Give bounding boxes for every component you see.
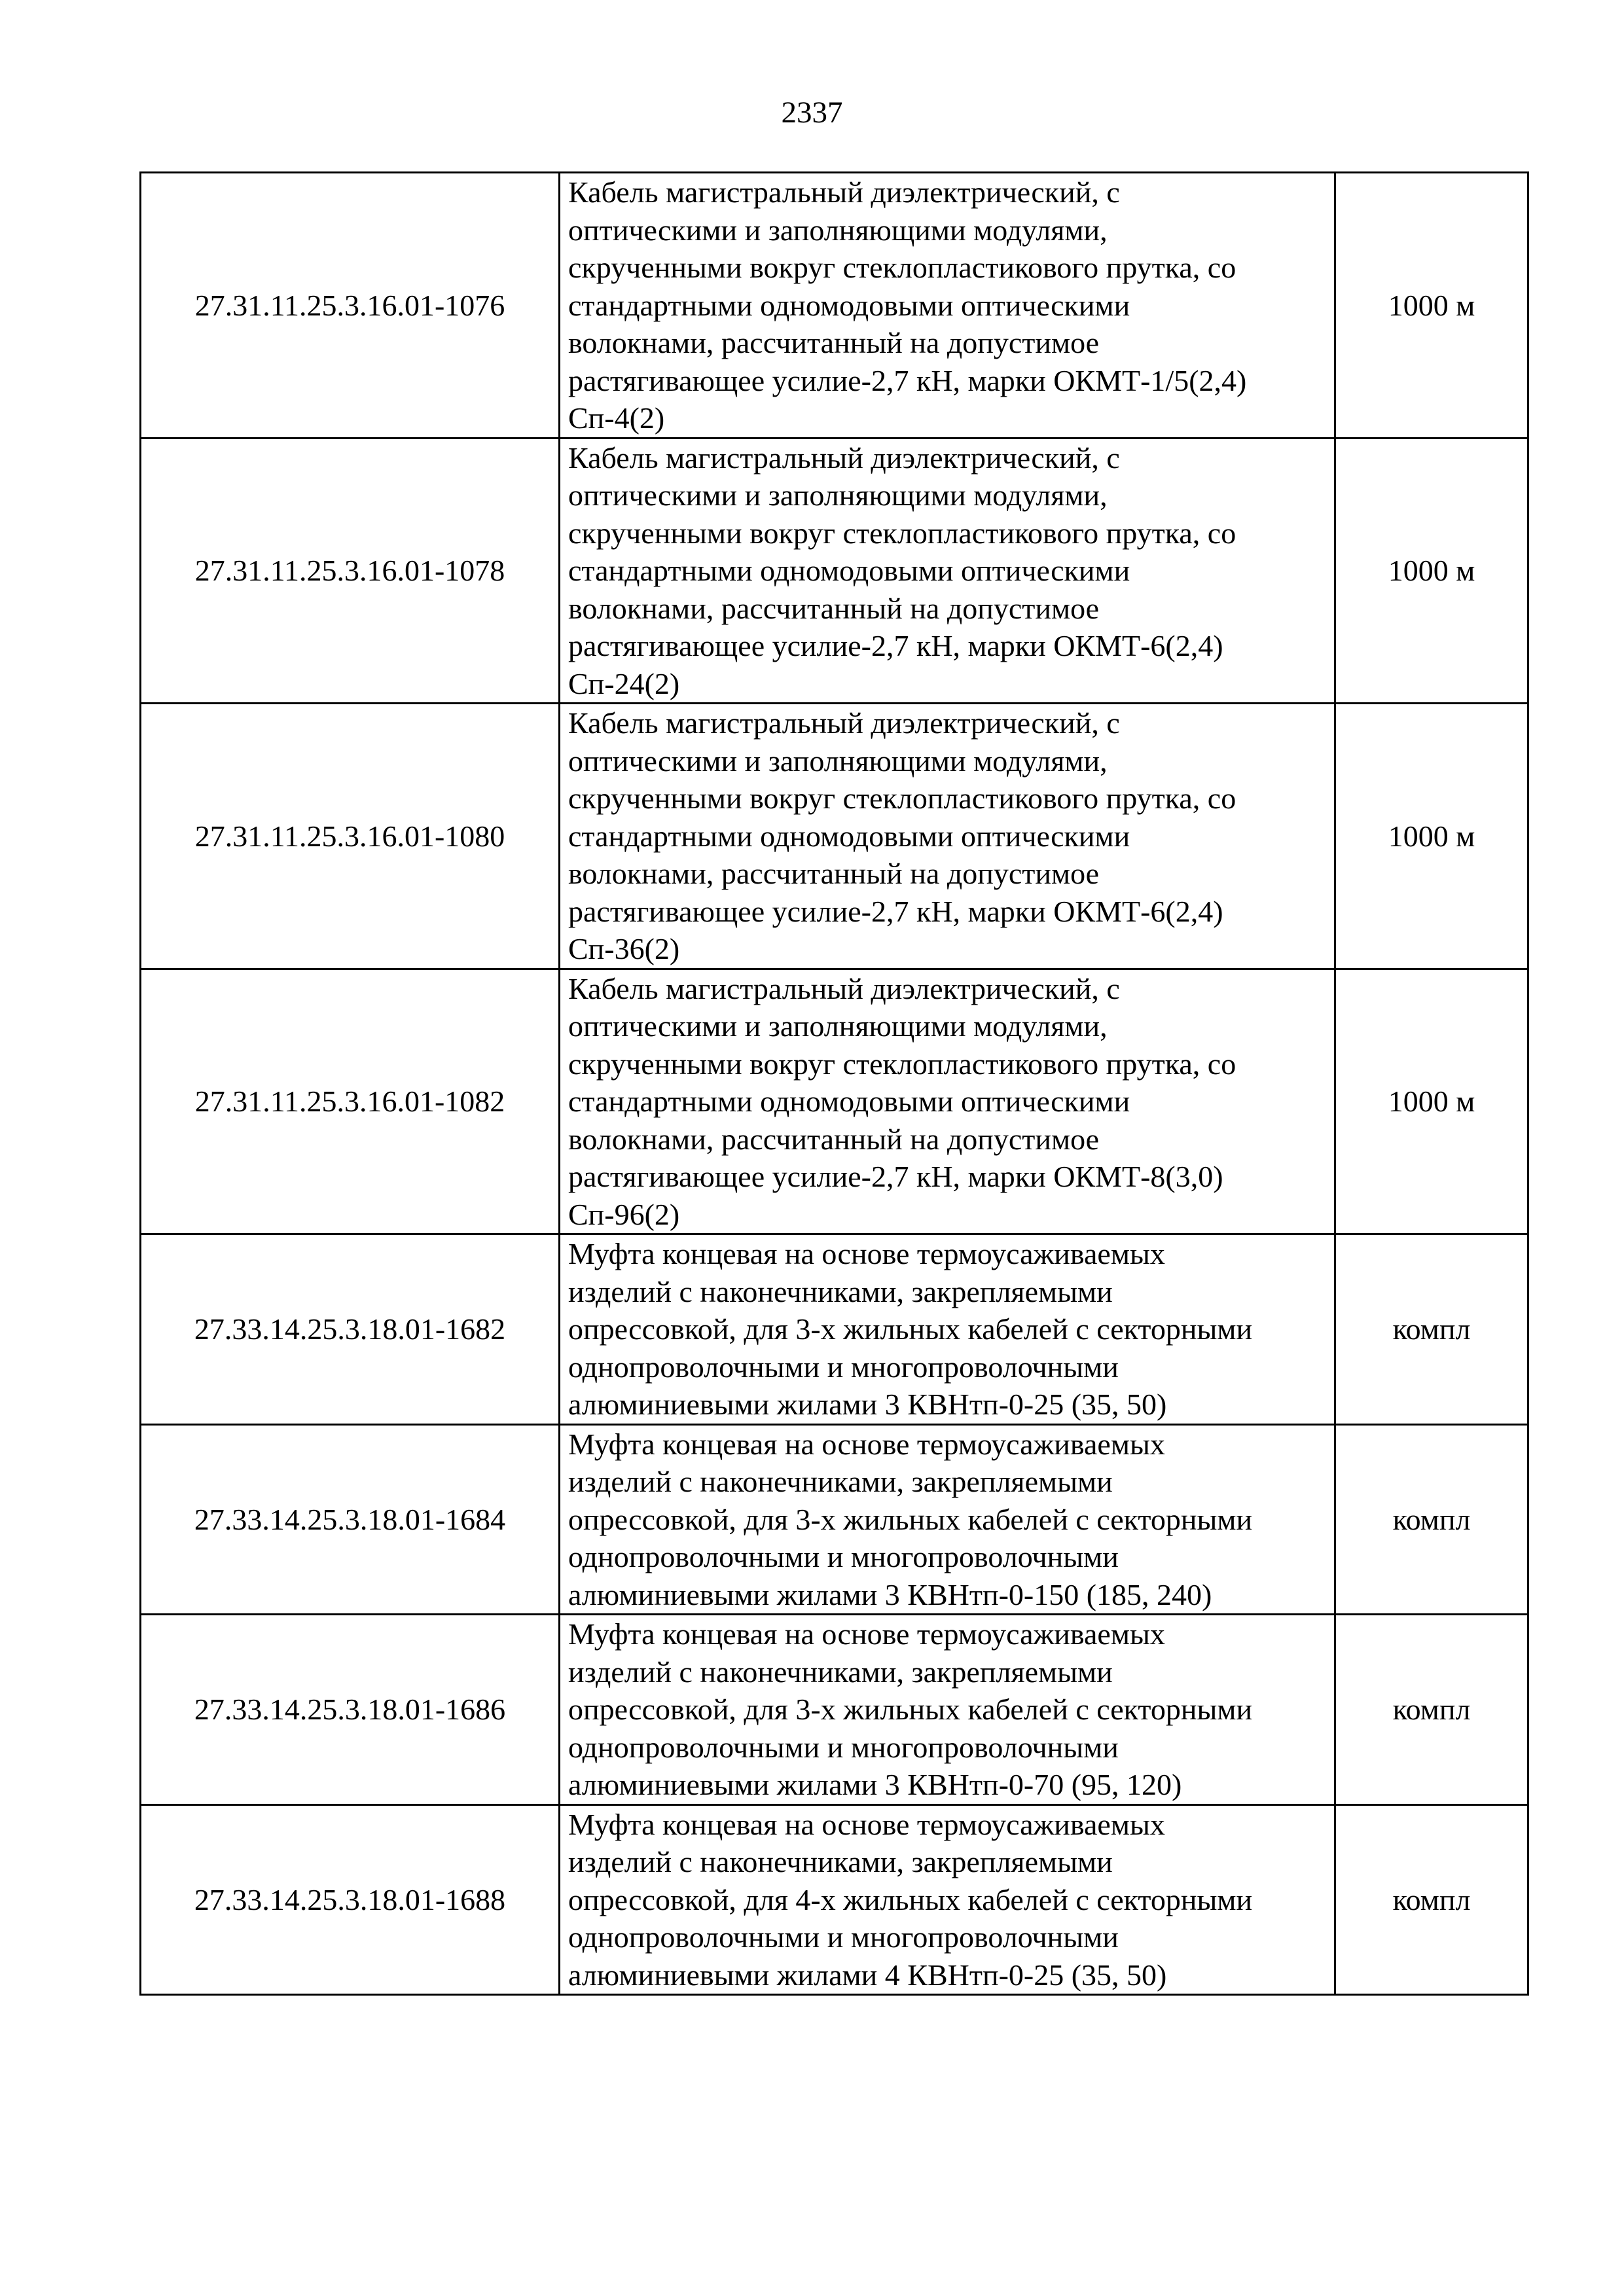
resource-unit: компл — [1335, 1234, 1528, 1425]
resource-description-text: Муфта концевая на основе термоусаживаемых изделий с наконечниками, закрепляемыми опрессовкой, для 4-х жильных кабелей с секторными однопроволочными и многопроволочными алюминиевыми жилами 4 КВНтп-0-25 (35, 50) — [568, 1807, 1253, 1992]
resource-description — [560, 1804, 1335, 1995]
table-row — [141, 1424, 1528, 1615]
table-row — [141, 438, 1528, 704]
resource-unit: 1000 м — [1335, 438, 1528, 704]
resource-description-text: Муфта концевая на основе термоусаживаемых изделий с наконечниками, закрепляемыми опрессовкой, для 3-х жильных кабелей с секторными однопроволочными и многопроволочными алюминиевыми жилами 3 КВНтп-0-150 (185, 240) — [568, 1427, 1253, 1611]
resource-unit: компл — [1335, 1615, 1528, 1805]
resource-description — [560, 1234, 1335, 1425]
table-row — [141, 704, 1528, 969]
resource-description — [560, 969, 1335, 1234]
resource-description — [560, 1615, 1335, 1805]
resource-description-text: Муфта концевая на основе термоусаживаемых изделий с наконечниками, закрепляемыми опрессовкой, для 3-х жильных кабелей с секторными однопроволочными и многопроволочными алюминиевыми жилами 3 КВНтп-0-70 (95, 120) — [568, 1617, 1253, 1801]
resource-code: 27.31.11.25.3.16.01-1076 — [141, 173, 560, 439]
table-row — [141, 173, 1528, 439]
resource-description — [560, 1424, 1335, 1615]
resource-unit: компл — [1335, 1804, 1528, 1995]
resource-code: 27.31.11.25.3.16.01-1080 — [141, 704, 560, 969]
resource-description — [560, 704, 1335, 969]
resource-unit: компл — [1335, 1424, 1528, 1615]
table-row — [141, 969, 1528, 1234]
table-row — [141, 1234, 1528, 1425]
page-number: 2337 — [781, 96, 843, 130]
resource-code: 27.33.14.25.3.18.01-1686 — [141, 1615, 560, 1805]
resource-description — [560, 173, 1335, 439]
table-row — [141, 1804, 1528, 1995]
resource-description-text: Кабель магистральный диэлектрический, с оптическими и заполняющими модулями, скрученными вокруг стеклопластикового прутка, со стандартными одномодовыми оптическими волокнами, рассчитанный на допустимое растягивающее усилие-2,7 кН, марки ОКМТ-8(3,0) Сп-96(2) — [568, 971, 1236, 1231]
table-row — [141, 1615, 1528, 1805]
resource-unit: 1000 м — [1335, 969, 1528, 1234]
resource-description-text: Муфта концевая на основе термоусаживаемых изделий с наконечниками, закрепляемыми опрессовкой, для 3-х жильных кабелей с секторными однопроволочными и многопроволочными алюминиевыми жилами 3 КВНтп-0-25 (35, 50) — [568, 1237, 1253, 1421]
resource-table — [139, 171, 1529, 1996]
resource-code: 27.31.11.25.3.16.01-1078 — [141, 438, 560, 704]
resource-code: 27.33.14.25.3.18.01-1684 — [141, 1424, 560, 1615]
resource-code: 27.31.11.25.3.16.01-1082 — [141, 969, 560, 1234]
resource-description-text: Кабель магистральный диэлектрический, с оптическими и заполняющими модулями, скрученными вокруг стеклопластикового прутка, со стандартными одномодовыми оптическими волокнами, рассчитанный на допустимое растягивающее усилие-2,7 кН, марки ОКМТ-6(2,4) Сп-24(2) — [568, 440, 1236, 700]
resource-code: 27.33.14.25.3.18.01-1688 — [141, 1804, 560, 1995]
resource-description — [560, 438, 1335, 704]
resource-description-text: Кабель магистральный диэлектрический, с оптическими и заполняющими модулями, скрученными вокруг стеклопластикового прутка, со стандартными одномодовыми оптическими волокнами, рассчитанный на допустимое растягивающее усилие-2,7 кН, марки ОКМТ-6(2,4) Сп-36(2) — [568, 706, 1236, 965]
resource-unit: 1000 м — [1335, 173, 1528, 439]
resource-code: 27.33.14.25.3.18.01-1682 — [141, 1234, 560, 1425]
resource-unit: 1000 м — [1335, 704, 1528, 969]
resource-description-text: Кабель магистральный диэлектрический, с оптическими и заполняющими модулями, скрученными вокруг стеклопластикового прутка, со стандартными одномодовыми оптическими волокнами, рассчитанный на допустимое растягивающее усилие-2,7 кН, марки ОКМТ-1/5(2,4) Сп-4(2) — [568, 175, 1247, 435]
